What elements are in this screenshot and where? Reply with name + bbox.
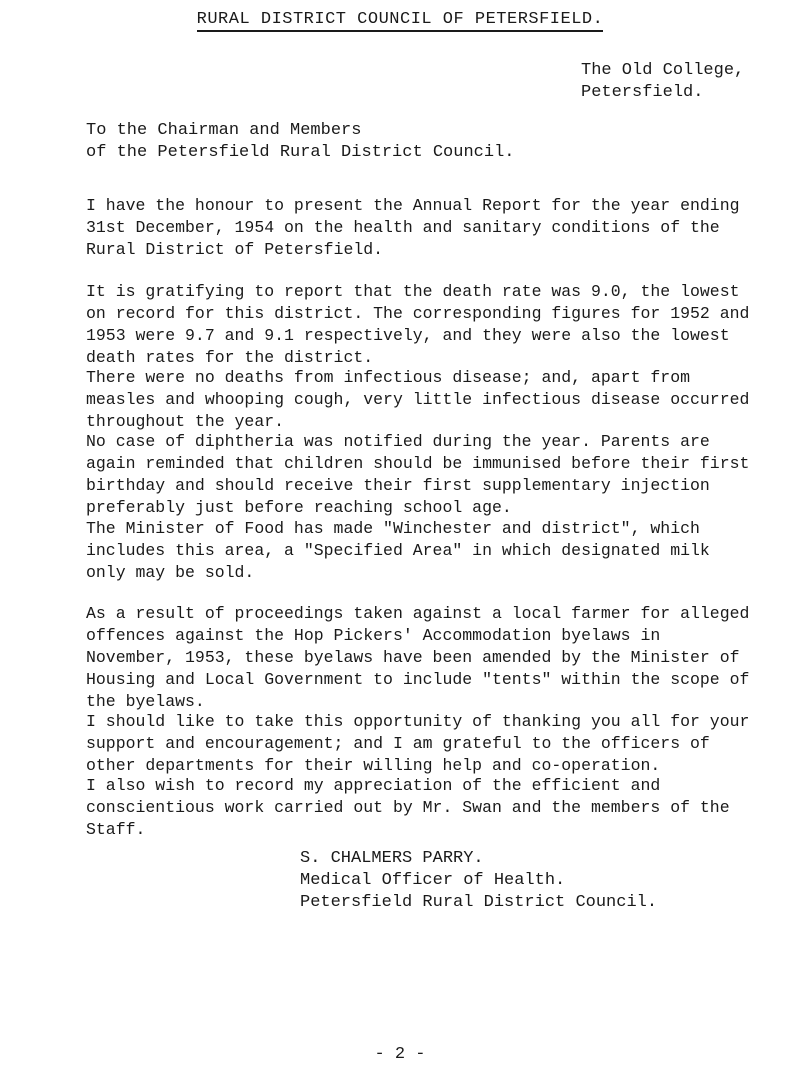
signatory-organisation: Petersfield Rural District Council. [300,893,658,912]
signatory-title: Medical Officer of Health. [300,871,566,890]
paragraph-specified-area: The Minister of Food has made "Winchester and district", which includes this area, a "Specified Area" in which designated milk only may be sold. [86,519,710,582]
paragraph-diphtheria: No case of diphtheria was notified during the year. Parents are again reminded that children should be immunised before their first birthday and should receive their first supplementary injection preferably just before reaching school age. [86,432,750,517]
council-title: RURAL DISTRICT COUNCIL OF PETERSFIELD. [197,10,604,32]
sender-address [581,60,744,104]
address-line-1: The Old College, [581,61,745,80]
paragraph-byelaws: As a result of proceedings taken against a local farmer for alleged offences against the Hop Pickers' Accommodation byelaws in November, 1953, these byelaws have been amended by the Minister of Housing and Local Government to include "tents" within the scope of the byelaws. [86,604,750,711]
addressee-line-2: of the Petersfield Rural District Council. [86,143,515,162]
addressee-block [86,120,514,164]
paragraph-infectious-disease: There were no deaths from infectious disease; and, apart from measles and whooping cough, very little infectious disease occurred throughout the year. [86,368,750,431]
document-heading [0,10,800,29]
addressee-line-1: To the Chairman and Members [86,121,362,140]
paragraph-thanks: I should like to take this opportunity of thanking you all for your support and encouragement; and I am grateful to the officers of other departments for their willing help and co-operation. [86,712,750,775]
paragraph-staff-appreciation: I also wish to record my appreciation of the efficient and conscientious work carried out by Mr. Swan and the members of the Staff. [86,776,730,839]
signature-block [300,848,657,914]
paragraph-annual-report: I have the honour to present the Annual Report for the year ending 31st December, 1954 on the health and sanitary conditions of the Rural District of Petersfield. [86,196,740,259]
paragraph-death-rate: It is gratifying to report that the death rate was 9.0, the lowest on record for this district. The corresponding figures for 1952 and 1953 were 9.7 and 9.1 respectively, and they were also the lowest death rates for the district. [86,282,750,367]
signatory-name: S. CHALMERS PARRY. [300,849,484,868]
address-line-2: Petersfield. [581,83,704,102]
page-number: - 2 - [374,1045,426,1064]
